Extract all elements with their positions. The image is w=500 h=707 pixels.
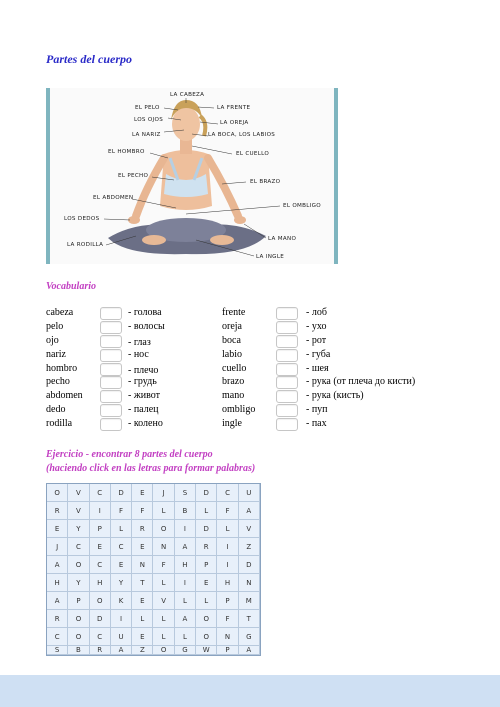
grid-cell[interactable]: I xyxy=(217,556,238,574)
grid-cell[interactable]: C xyxy=(90,484,111,502)
grid-cell[interactable]: Z xyxy=(132,646,153,655)
grid-cell[interactable]: E xyxy=(196,574,217,592)
grid-cell[interactable]: V xyxy=(239,520,260,538)
grid-cell[interactable]: C xyxy=(111,538,132,556)
vocab-translation: - рука (от плеча до кисти) xyxy=(306,376,416,387)
grid-cell[interactable]: H xyxy=(217,574,238,592)
vocab-row xyxy=(46,307,216,321)
grid-cell[interactable]: A xyxy=(239,502,260,520)
grid-cell[interactable]: M xyxy=(239,592,260,610)
label-rodilla: LA RODILLA xyxy=(67,242,104,248)
vocab-row xyxy=(222,390,482,404)
grid-cell[interactable]: I xyxy=(175,520,196,538)
label-ojos: LOS OJOS xyxy=(134,117,164,123)
grid-cell[interactable]: G xyxy=(175,646,196,655)
vocab-word: mano xyxy=(222,390,245,401)
grid-cell[interactable]: F xyxy=(217,610,238,628)
grid-cell[interactable]: F xyxy=(111,502,132,520)
answer-box[interactable] xyxy=(276,335,298,348)
vocab-translation: - палец xyxy=(128,404,159,415)
grid-cell[interactable]: T xyxy=(132,574,153,592)
grid-cell[interactable]: O xyxy=(153,520,174,538)
grid-cell[interactable]: I xyxy=(90,502,111,520)
answer-box[interactable] xyxy=(276,390,298,403)
vocab-word: nariz xyxy=(46,349,66,360)
grid-cell[interactable]: I xyxy=(175,574,196,592)
answer-box[interactable] xyxy=(100,404,122,417)
answer-box[interactable] xyxy=(276,404,298,417)
answer-box[interactable] xyxy=(276,363,298,376)
label-cuello: EL CUELLO xyxy=(236,151,270,157)
vocab-row xyxy=(222,307,482,321)
label-pecho: EL PECHO xyxy=(118,173,149,179)
grid-cell[interactable]: U xyxy=(239,484,260,502)
vocab-row xyxy=(222,418,482,432)
grid-cell[interactable]: A xyxy=(175,538,196,556)
vocabulary-heading: Vocabulario xyxy=(46,281,97,292)
grid-cell[interactable]: A xyxy=(175,610,196,628)
grid-cell[interactable]: L xyxy=(153,610,174,628)
grid-cell[interactable]: L xyxy=(196,592,217,610)
label-nariz: LA NARIZ xyxy=(132,132,161,138)
answer-box[interactable] xyxy=(100,418,122,431)
grid-cell[interactable]: V xyxy=(68,484,89,502)
grid-cell[interactable]: N xyxy=(239,574,260,592)
grid-cell[interactable]: A xyxy=(111,646,132,655)
grid-cell[interactable]: V xyxy=(68,502,89,520)
grid-cell[interactable]: R xyxy=(47,610,68,628)
vocab-word: oreja xyxy=(222,321,242,332)
grid-cell[interactable]: R xyxy=(132,520,153,538)
grid-cell[interactable]: E xyxy=(90,538,111,556)
grid-cell[interactable]: E xyxy=(47,520,68,538)
vocab-word: frente xyxy=(222,307,246,318)
grid-cell[interactable]: E xyxy=(132,538,153,556)
vocab-translation: - шея xyxy=(306,363,329,374)
grid-cell[interactable]: P xyxy=(68,592,89,610)
vocab-row xyxy=(46,404,216,418)
exercise-title-line2: (haciendo click en las letras para formar palabras) xyxy=(46,463,256,474)
vocab-word: ombligo xyxy=(222,404,256,415)
grid-cell[interactable]: U xyxy=(111,628,132,646)
answer-box[interactable] xyxy=(276,376,298,389)
label-brazo: EL BRAZO xyxy=(250,179,281,185)
grid-cell[interactable]: O xyxy=(196,610,217,628)
grid-cell[interactable]: C xyxy=(90,628,111,646)
vocab-word: dedo xyxy=(46,404,66,415)
grid-cell[interactable]: P xyxy=(90,520,111,538)
grid-cell[interactable]: L xyxy=(132,610,153,628)
grid-cell[interactable]: N xyxy=(153,538,174,556)
grid-cell[interactable]: F xyxy=(153,556,174,574)
vocab-word: ingle xyxy=(222,418,242,429)
vocab-row xyxy=(46,418,216,432)
grid-cell[interactable]: L xyxy=(217,520,238,538)
vocab-translation: - глаз xyxy=(128,337,151,348)
grid-cell[interactable]: D xyxy=(196,484,217,502)
answer-box[interactable] xyxy=(100,376,122,389)
grid-cell[interactable]: Y xyxy=(68,520,89,538)
grid-cell[interactable]: N xyxy=(132,556,153,574)
grid-cell[interactable]: O xyxy=(68,610,89,628)
grid-cell[interactable]: E xyxy=(132,592,153,610)
grid-cell[interactable]: S xyxy=(175,484,196,502)
vocab-translation: - рука (кисть) xyxy=(306,390,364,401)
answer-box[interactable] xyxy=(276,349,298,362)
label-frente: LA FRENTE xyxy=(217,105,251,111)
vocab-translation: - губа xyxy=(306,349,331,360)
grid-cell[interactable]: I xyxy=(217,538,238,556)
vocab-row xyxy=(222,335,482,349)
vocab-translation: - живот xyxy=(128,390,160,401)
vocab-row xyxy=(222,363,482,377)
vocab-row xyxy=(222,349,482,363)
grid-cell[interactable]: D xyxy=(196,520,217,538)
label-boca: LA BOCA, LOS LABIOS xyxy=(208,132,276,138)
vocab-word: abdomen xyxy=(46,390,83,401)
vocab-row xyxy=(222,404,482,418)
grid-cell[interactable]: R xyxy=(90,646,111,655)
vocab-word: cabeza xyxy=(46,307,74,318)
grid-cell[interactable]: D xyxy=(239,556,260,574)
vocab-word: pecho xyxy=(46,376,70,387)
grid-cell[interactable]: Z xyxy=(239,538,260,556)
vocab-word: pelo xyxy=(46,321,64,332)
grid-cell[interactable]: N xyxy=(217,628,238,646)
page-title: Partes del cuerpo xyxy=(46,52,132,66)
grid-cell[interactable]: R xyxy=(47,502,68,520)
vocab-row xyxy=(46,321,216,335)
grid-cell[interactable]: C xyxy=(217,484,238,502)
exercise-title-line1: Ejercicio - encontrar 8 partes del cuerpo xyxy=(46,449,213,460)
grid-cell[interactable]: O xyxy=(47,484,68,502)
grid-cell[interactable]: F xyxy=(132,502,153,520)
grid-cell[interactable]: A xyxy=(239,646,260,655)
answer-box[interactable] xyxy=(100,363,122,376)
vocab-row xyxy=(46,376,216,390)
grid-cell[interactable]: O xyxy=(68,628,89,646)
vocab-translation: - колено xyxy=(128,418,163,429)
grid-cell[interactable]: C xyxy=(68,538,89,556)
label-abdomen: EL ABDOMEN xyxy=(93,195,134,201)
grid-cell[interactable]: P xyxy=(217,646,238,655)
label-ombligo: EL OMBLIGO xyxy=(283,203,321,209)
grid-cell[interactable]: E xyxy=(132,484,153,502)
grid-cell[interactable]: L xyxy=(153,502,174,520)
vocab-translation: - ухо xyxy=(306,321,327,332)
grid-cell[interactable]: O xyxy=(68,556,89,574)
grid-cell[interactable]: P xyxy=(196,556,217,574)
vocab-word: cuello xyxy=(222,363,247,374)
answer-box[interactable] xyxy=(100,321,122,334)
answer-box[interactable] xyxy=(276,418,298,431)
word-search-grid xyxy=(46,483,261,656)
grid-cell[interactable]: O xyxy=(90,592,111,610)
grid-cell[interactable]: H xyxy=(175,556,196,574)
answer-box[interactable] xyxy=(100,335,122,348)
grid-cell[interactable]: Y xyxy=(111,574,132,592)
label-hombro: EL HOMBRO xyxy=(108,149,145,155)
vocab-translation: - пах xyxy=(306,418,327,429)
vocab-word: brazo xyxy=(222,376,245,387)
grid-cell[interactable]: E xyxy=(132,628,153,646)
grid-cell[interactable]: G xyxy=(239,628,260,646)
vocab-row xyxy=(46,363,216,377)
grid-cell[interactable]: L xyxy=(175,592,196,610)
vocab-word: hombro xyxy=(46,363,78,374)
vocab-translation: - рот xyxy=(306,335,327,346)
vocab-translation: - плечо xyxy=(128,365,159,376)
grid-cell[interactable]: B xyxy=(175,502,196,520)
grid-cell[interactable]: R xyxy=(196,538,217,556)
grid-cell[interactable]: F xyxy=(217,502,238,520)
grid-cell[interactable]: L xyxy=(111,520,132,538)
answer-box[interactable] xyxy=(276,321,298,334)
grid-cell[interactable]: W xyxy=(196,646,217,655)
vocab-row xyxy=(222,376,482,390)
vocab-translation: - нос xyxy=(128,349,149,360)
label-ingle: LA INGLE xyxy=(256,254,285,260)
grid-cell[interactable]: C xyxy=(90,556,111,574)
label-oreja: LA OREJA xyxy=(220,120,249,126)
label-pelo: EL PELO xyxy=(135,105,160,111)
grid-cell[interactable]: D xyxy=(111,484,132,502)
vocab-translation: - голова xyxy=(128,307,162,318)
grid-cell[interactable]: B xyxy=(68,646,89,655)
vocab-translation: - волосы xyxy=(128,321,165,332)
grid-cell[interactable]: D xyxy=(90,610,111,628)
grid-cell[interactable]: P xyxy=(217,592,238,610)
vocab-row xyxy=(222,321,482,335)
label-dedos: LOS DEDOS xyxy=(64,216,100,222)
grid-cell[interactable]: H xyxy=(47,574,68,592)
vocab-row xyxy=(46,390,216,404)
grid-cell[interactable]: J xyxy=(47,538,68,556)
grid-cell[interactable]: O xyxy=(153,646,174,655)
vocab-word: labio xyxy=(222,349,242,360)
label-cabeza: LA CABEZA xyxy=(170,92,205,98)
grid-cell[interactable]: V xyxy=(153,592,174,610)
grid-cell[interactable]: C xyxy=(47,628,68,646)
vocab-row xyxy=(46,335,216,349)
body-parts-figure xyxy=(46,88,338,264)
vocab-translation: - пуп xyxy=(306,404,328,415)
vocab-row xyxy=(46,349,216,363)
footer-bar xyxy=(0,675,500,707)
grid-cell[interactable]: J xyxy=(153,484,174,502)
grid-cell[interactable]: L xyxy=(153,574,174,592)
vocab-translation: - лоб xyxy=(306,307,327,318)
grid-cell[interactable]: I xyxy=(111,610,132,628)
vocab-word: ojo xyxy=(46,335,59,346)
grid-cell[interactable]: S xyxy=(47,646,68,655)
answer-box[interactable] xyxy=(276,307,298,320)
answer-box[interactable] xyxy=(100,307,122,320)
grid-cell[interactable]: K xyxy=(111,592,132,610)
grid-cell[interactable]: H xyxy=(90,574,111,592)
vocab-word: rodilla xyxy=(46,418,73,429)
grid-cell[interactable]: E xyxy=(111,556,132,574)
vocab-word: boca xyxy=(222,335,241,346)
label-mano: LA MANO xyxy=(268,236,297,242)
grid-cell[interactable]: L xyxy=(175,628,196,646)
grid-cell[interactable]: T xyxy=(239,610,260,628)
vocab-translation: - грудь xyxy=(128,376,157,387)
answer-box[interactable] xyxy=(100,390,122,403)
grid-cell[interactable]: Y xyxy=(68,574,89,592)
grid-cell[interactable]: O xyxy=(196,628,217,646)
answer-box[interactable] xyxy=(100,349,122,362)
grid-cell[interactable]: L xyxy=(196,502,217,520)
exercise-heading xyxy=(46,448,255,476)
grid-cell[interactable]: A xyxy=(47,556,68,574)
grid-cell[interactable]: L xyxy=(153,628,174,646)
grid-cell[interactable]: A xyxy=(47,592,68,610)
